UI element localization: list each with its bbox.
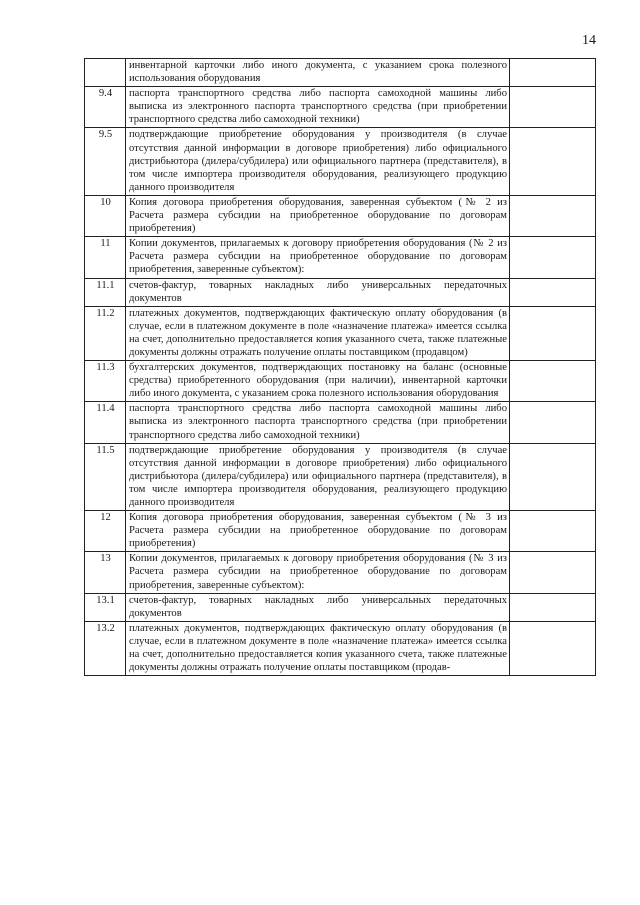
table-row <box>85 402 596 443</box>
item-number: 13.2 <box>85 621 126 675</box>
item-description: Копия договора приобретения оборудования, заверенная субъектом (№ 3 из Расчета размера субсидии на приобретенное оборудование по договорам приобретения) <box>126 511 510 552</box>
item-number: 13 <box>85 552 126 593</box>
item-number: 10 <box>85 195 126 236</box>
item-number: 11.1 <box>85 278 126 306</box>
empty-cell <box>510 195 596 236</box>
item-description: Копия договора приобретения оборудования, заверенная субъектом (№ 2 из Расчета размера субсидии на приобретенное оборудование по договорам приобретения) <box>126 195 510 236</box>
item-description: Копии документов, прилагаемых к договору приобретения оборудования (№ 3 из Расчета размера субсидии на приобретенное оборудование по договорам приобретения, заверенные субъектом): <box>126 552 510 593</box>
item-description: паспорта транспортного средства либо паспорта самоходной машины либо выписка из электронного паспорта транспортного средства (при приобретении транспортного средства либо самоходной техники) <box>126 402 510 443</box>
table-row <box>85 552 596 593</box>
item-number: 11.4 <box>85 402 126 443</box>
empty-cell <box>510 361 596 402</box>
table-row <box>85 278 596 306</box>
item-description: подтверждающие приобретение оборудования у производителя (в случае отсутствия данной информации в договоре приобретения) либо официального дистрибьютора (дилера/субдилера) или официального партнера (представителя), в том числе импортера производителя оборудования, реализующего продукцию данного производителя <box>126 128 510 195</box>
table-row <box>85 128 596 195</box>
empty-cell <box>510 128 596 195</box>
item-description: подтверждающие приобретение оборудования у производителя (в случае отсутствия данной информации в договоре приобретения) либо официального дистрибьютора (дилера/субдилера) или официального партнера (представителя), в том числе импортера производителя оборудования, реализующего продукцию данного производителя <box>126 443 510 510</box>
item-description: счетов-фактур, товарных накладных либо универсальных передаточных документов <box>126 278 510 306</box>
item-number: 11 <box>85 237 126 278</box>
documents-table-body <box>85 59 596 676</box>
item-number: 11.3 <box>85 361 126 402</box>
empty-cell <box>510 443 596 510</box>
item-description: инвентарной карточки либо иного документа, с указанием срока полезного использования оборудования <box>126 59 510 87</box>
item-number: 13.1 <box>85 593 126 621</box>
item-number: 9.4 <box>85 87 126 128</box>
item-description: платежных документов, подтверждающих фактическую оплату оборудования (в случае, если в платежном документе в поле «назначение платежа» имеется ссылка на счет, дополнительно предоставляется копия указанного счета, также платежные документы должны отражать получение оплаты поставщиком (продавцом) <box>126 306 510 360</box>
item-number: 12 <box>85 511 126 552</box>
empty-cell <box>510 621 596 675</box>
item-description: счетов-фактур, товарных накладных либо универсальных передаточных документов <box>126 593 510 621</box>
empty-cell <box>510 278 596 306</box>
table-row <box>85 361 596 402</box>
empty-cell <box>510 511 596 552</box>
item-number: 11.2 <box>85 306 126 360</box>
item-description: платежных документов, подтверждающих фактическую оплату оборудования (в случае, если в платежном документе в поле «назначение платежа» имеется ссылка на счет, дополнительно предоставляется копия указанного счета, также платежные документы должны отражать получение оплаты поставщиком (продав- <box>126 621 510 675</box>
table-row <box>85 306 596 360</box>
item-description: паспорта транспортного средства либо паспорта самоходной машины либо выписка из электронного паспорта транспортного средства (при приобретении транспортного средства либо самоходной техники) <box>126 87 510 128</box>
item-number <box>85 59 126 87</box>
item-description: бухгалтерских документов, подтверждающих постановку на баланс (основные средства) приобретенного оборудования (при наличии), инвентарной карточки либо иного документа, с указанием срока полезного использования оборудования <box>126 361 510 402</box>
item-number: 11.5 <box>85 443 126 510</box>
table-row <box>85 443 596 510</box>
empty-cell <box>510 237 596 278</box>
empty-cell <box>510 87 596 128</box>
table-row <box>85 621 596 675</box>
page-number: 14 <box>582 33 596 48</box>
empty-cell <box>510 552 596 593</box>
table-row <box>85 237 596 278</box>
table-row <box>85 59 596 87</box>
table-row <box>85 511 596 552</box>
empty-cell <box>510 306 596 360</box>
empty-cell <box>510 593 596 621</box>
empty-cell <box>510 59 596 87</box>
item-description: Копии документов, прилагаемых к договору приобретения оборудования (№ 2 из Расчета размера субсидии на приобретенное оборудование по договорам приобретения, заверенные субъектом): <box>126 237 510 278</box>
table-row <box>85 195 596 236</box>
empty-cell <box>510 402 596 443</box>
item-number: 9.5 <box>85 128 126 195</box>
documents-table <box>84 58 596 676</box>
table-row <box>85 593 596 621</box>
table-row <box>85 87 596 128</box>
